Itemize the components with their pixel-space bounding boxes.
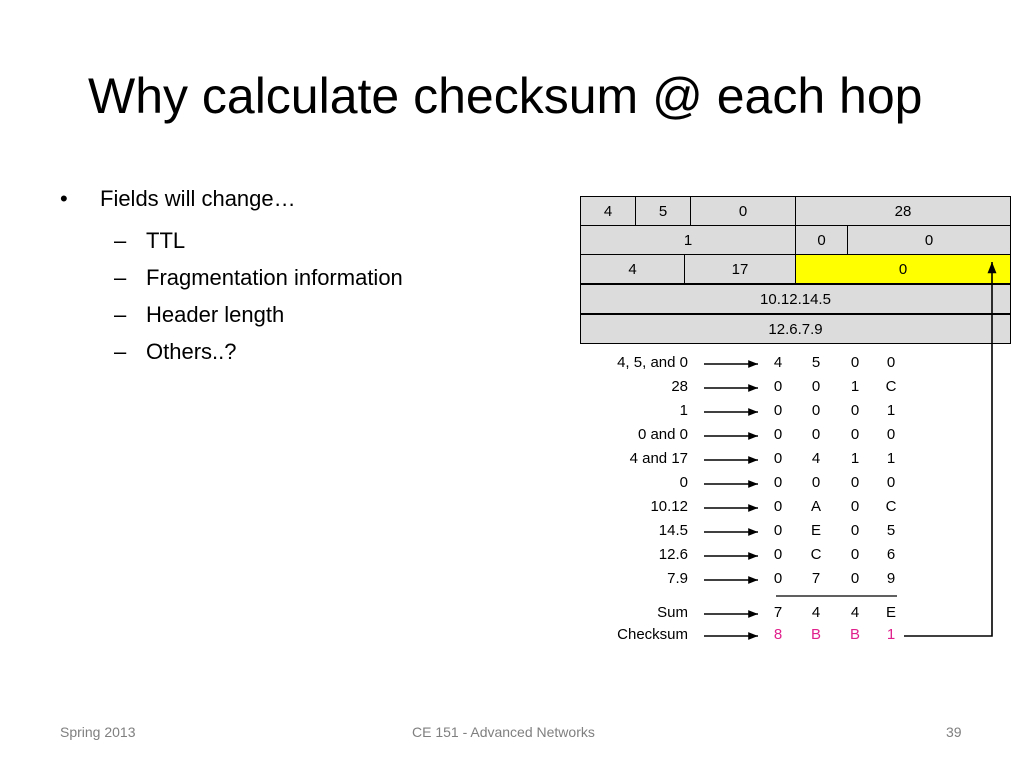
- header-cell-identification: 1: [580, 225, 796, 255]
- sub-bullet-symbol: –: [114, 228, 127, 253]
- calc-hex-digit: 4: [811, 450, 821, 467]
- row-arrows: [704, 364, 758, 636]
- calc-hex-digit: 0: [773, 546, 783, 563]
- calc-row-label: 0 and 0: [637, 426, 688, 443]
- checksum-hex-digit: 1: [886, 626, 896, 643]
- checksum-label: Checksum: [617, 626, 688, 643]
- header-cell-checksum: 0: [795, 254, 1011, 284]
- calc-hex-digit: 0: [850, 522, 860, 539]
- footer-course: CE 151 - Advanced Networks: [412, 724, 595, 740]
- header-cell-total-length: 28: [795, 196, 1011, 226]
- bullet-symbol: •: [60, 186, 68, 211]
- calc-hex-digit: 4: [773, 354, 783, 371]
- calc-hex-digit: C: [810, 546, 822, 563]
- header-cell-source-address: 10.12.14.5: [580, 284, 1011, 314]
- sum-hex-digit: 4: [850, 604, 860, 621]
- slide-title: Why calculate checksum @ each hop: [88, 68, 923, 124]
- checksum-hex-digit: B: [849, 626, 860, 643]
- header-cell-fragment-offset: 0: [847, 225, 1011, 255]
- calc-hex-digit: 1: [850, 378, 860, 395]
- checksum-feedback-arrow: [904, 262, 992, 636]
- calc-hex-digit: C: [885, 498, 897, 515]
- calc-hex-digit: 0: [850, 498, 860, 515]
- calc-row-label: 4, 5, and 0: [617, 354, 688, 371]
- calc-hex-digit: 0: [850, 570, 860, 587]
- calc-row-label: 14.5: [658, 522, 688, 539]
- calc-hex-digit: E: [810, 522, 821, 539]
- calc-hex-digit: 1: [850, 450, 860, 467]
- calc-hex-digit: 0: [886, 426, 896, 443]
- footer-page-number: 39: [946, 724, 962, 740]
- calc-hex-digit: 0: [773, 474, 783, 491]
- calc-hex-digit: 0: [773, 426, 783, 443]
- calc-row-label: 10.12: [650, 498, 688, 515]
- sum-hex-digit: 4: [811, 604, 821, 621]
- calc-hex-digit: A: [810, 498, 821, 515]
- sum-label: Sum: [657, 604, 688, 621]
- sub-bullet-symbol: –: [114, 265, 127, 290]
- calc-hex-digit: 0: [886, 474, 896, 491]
- calc-hex-digit: 5: [811, 354, 821, 371]
- header-cell-protocol: 17: [684, 254, 796, 284]
- calc-hex-digit: 9: [886, 570, 896, 587]
- header-cell-version: 4: [580, 196, 636, 226]
- calc-hex-digit: 0: [773, 378, 783, 395]
- calc-row-label: 0: [679, 474, 688, 491]
- footer-date: Spring 2013: [60, 724, 136, 740]
- calc-hex-digit: 0: [773, 402, 783, 419]
- header-cell-hlen: 5: [635, 196, 691, 226]
- calc-hex-digit: 5: [886, 522, 896, 539]
- calc-hex-digit: 1: [886, 402, 896, 419]
- sum-hex-digit: E: [885, 604, 896, 621]
- header-cell-service: 0: [690, 196, 796, 226]
- calc-hex-digit: 0: [811, 402, 821, 419]
- sub-bullet-text: TTL: [146, 228, 186, 253]
- calc-hex-digit: 0: [850, 402, 860, 419]
- header-cell-ttl: 4: [580, 254, 685, 284]
- sub-bullet-text: Fragmentation information: [146, 265, 403, 290]
- header-cell-flags: 0: [795, 225, 848, 255]
- calc-hex-digit: 0: [850, 354, 860, 371]
- calc-hex-digit: C: [885, 378, 897, 395]
- calc-hex-digit: 0: [850, 426, 860, 443]
- sub-bullet-symbol: –: [114, 339, 127, 364]
- calc-hex-digit: 7: [811, 570, 821, 587]
- checksum-hex-digit: B: [810, 626, 821, 643]
- calc-hex-digit: 0: [773, 522, 783, 539]
- calc-hex-digit: 0: [850, 474, 860, 491]
- sub-bullet-symbol: –: [114, 302, 127, 327]
- calc-hex-digit: 0: [773, 570, 783, 587]
- sub-bullet-text: Others..?: [146, 339, 237, 364]
- bullet-text: Fields will change…: [100, 186, 296, 211]
- calc-hex-digit: 0: [811, 474, 821, 491]
- calc-row-label: 1: [679, 402, 688, 419]
- calc-row-label: 28: [671, 378, 688, 395]
- calc-hex-digit: 6: [886, 546, 896, 563]
- calc-hex-digit: 0: [773, 498, 783, 515]
- calc-hex-digit: 0: [886, 354, 896, 371]
- calc-row-label: 12.6: [658, 546, 688, 563]
- calc-hex-digit: 1: [886, 450, 896, 467]
- sub-bullet-text: Header length: [146, 302, 285, 327]
- sum-hex-digit: 7: [773, 604, 783, 621]
- checksum-hex-digit: 8: [773, 626, 783, 643]
- calc-hex-digit: 0: [811, 378, 821, 395]
- calc-hex-digit: 0: [773, 450, 783, 467]
- calc-hex-digit: 0: [850, 546, 860, 563]
- calc-hex-digit: 0: [811, 426, 821, 443]
- calc-row-label: 7.9: [667, 570, 688, 587]
- header-cell-destination-address: 12.6.7.9: [580, 314, 1011, 344]
- calc-row-label: 4 and 17: [629, 450, 688, 467]
